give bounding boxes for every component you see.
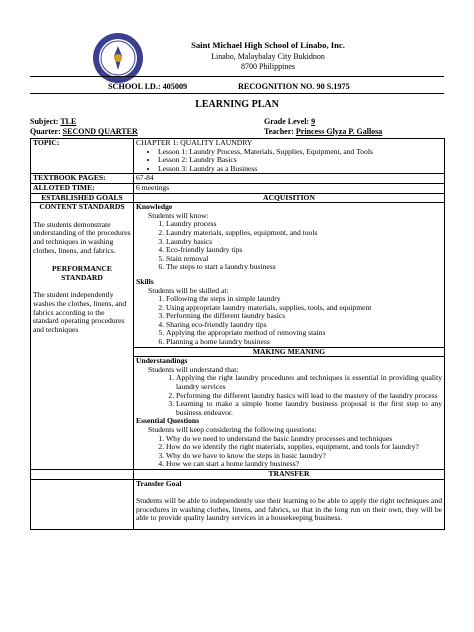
allotted-value: 6 meetings [134,183,445,193]
essential-question-item: 1. Why do we need to understand the basic laundry processes and techniques [166,435,442,444]
understanding-item: 3. Learning to make a simple home laundry business proposal is the first step to any business endeavor. [176,400,442,417]
performance-standard-label: PERFORMANCE STANDARD [52,264,112,282]
header-rule-top [30,76,444,77]
allotted-label: ALLOTED TIME: [31,183,134,193]
knowledge-intro: Students will know: [148,210,209,220]
quarter-label: Quarter: [30,127,61,136]
standards-cell [31,203,134,470]
skills-label: Skills [136,276,154,286]
teacher-line [264,127,382,136]
topic-row [31,139,445,174]
knowledge-item: 2. Laundry materials, supplies, equipment, and tools [166,229,442,238]
making-meaning-cell [134,357,445,470]
header-rule-bottom [30,93,444,94]
skills-item: 6. Planning a home laundry business [166,338,442,347]
address-line-1: Linabo, Malaybalay City Bukidnon [211,52,325,61]
school-name: Saint Michael High School of Linabo, Inc. [191,40,345,50]
transfer-left-cell [31,479,134,529]
knowledge-item: 3. Laundry basics [166,238,442,247]
grade-value: 9 [311,117,316,126]
quarter-line [30,127,138,136]
allotted-row [31,183,445,193]
textbook-value: 67-84 [134,174,445,184]
essential-questions-intro: Students will keep considering the following questions: [148,425,317,434]
acquisition-header: ACQUISITION [134,193,445,203]
knowledge-item: 4. Eco-friendly laundry tips [166,246,442,255]
skills-item: 2. Using appropriate laundry materials, supplies, tools, and equipment [166,304,442,313]
understandings-intro: Students will understand that: [148,364,239,374]
recognition-number: RECOGNITION NO. 90 S.1975 [238,82,350,91]
teacher-label: Teacher: [264,127,294,136]
transfer-header-row [31,469,445,479]
subject-value: TLE [60,117,77,126]
subject-line [30,117,76,126]
skills-item: 4. Sharing eco-friendly laundry tips [166,321,442,330]
established-goals-header: ESTABLISHED GOALS [31,193,134,203]
performance-standard-text: The student independently washes the clothes, linens, and fabrics according to the standard operating procedures and techniques [33,290,127,334]
quarter-value: SECOND QUARTER [62,127,138,136]
lesson-item: • Lesson 3: Laundry as a Business [158,165,442,174]
skills-intro: Students will be skilled at: [148,285,229,295]
essential-question-item: 3. Why do we have to know the steps in basic laundry? [166,452,442,461]
lesson-item: • Lesson 2: Laundry Basics [158,156,442,165]
transfer-cell [134,479,445,529]
textbook-label: TEXTBOOK PAGES: [31,174,134,184]
address-line-2: 8700 Philippines [240,62,295,71]
acquisition-row [31,203,445,348]
transfer-header: TRANSFER [134,469,445,479]
lesson-list [136,148,442,174]
understanding-item: 2. Performing the different laundry basics will lead to the mastery of the laundry process [176,392,442,401]
knowledge-item: 5. Stain removal [166,255,442,264]
skills-item: 1. Following the steps in simple laundry [166,295,442,304]
making-meaning-header: MAKING MEANING [134,347,445,357]
grade-line [264,117,315,126]
understanding-item: 1. Applying the right laundry procedures and techniques is essential in providing quality laundry services [176,374,442,391]
content-standards-text: The students demonstrate understanding of the procedures and techniques in washing clothes, linens, and fabrics. [33,219,131,255]
skills-list [136,295,442,347]
skills-item: 5. Applying the appropriate method of removing stains [166,329,442,338]
chapter-title: CHAPTER 1: QUALITY LAUNDRY [136,138,253,147]
subject-label: Subject: [30,117,59,126]
topic-cell [134,139,445,174]
understandings-label: Understandings [136,356,188,366]
transfer-row [31,479,445,529]
lesson-item: • Lesson 1: Laundry Process, Materials, Supplies, Equipment, and Tools [158,148,442,157]
understandings-list [136,374,442,417]
acquisition-cell [134,203,445,348]
school-address [148,52,388,72]
grade-label: Grade Level: [264,117,310,126]
teacher-value: Princess Glyza P. Gallosa [295,127,383,136]
transfer-goal-text: Students will be able to independently use their learning to be able to apply the right techniques and procedures in washing clothes, linens, and fabrics, so that in the long run on their own, they will be able to provide quality laundry services in a housekeeping business. [136,496,442,523]
topic-label: TOPIC: [31,139,134,174]
transfer-goal-label: Transfer Goal [136,478,182,488]
knowledge-label: Knowledge [136,202,173,212]
essential-questions-list [136,435,442,469]
essential-questions-label: Essential Questions [136,416,200,426]
learning-plan-table [30,138,445,530]
knowledge-list [136,220,442,272]
skills-item: 3. Performing the different laundry basics [166,312,442,321]
school-id: SCHOOL I.D.: 405009 [108,82,188,91]
transfer-left-blank [31,469,134,479]
page-title: LEARNING PLAN [195,99,279,110]
knowledge-item: 1. Laundry process [166,220,442,229]
knowledge-item: 6. The steps to start a laundry business [166,263,442,272]
content-standards-label: CONTENT STANDARDS [39,202,125,212]
essential-question-item: 4. How we can start a home laundry business? [166,460,442,469]
essential-question-item: 2. How do we identify the right materials, supplies, equipment, and tools for laundry? [166,443,442,452]
